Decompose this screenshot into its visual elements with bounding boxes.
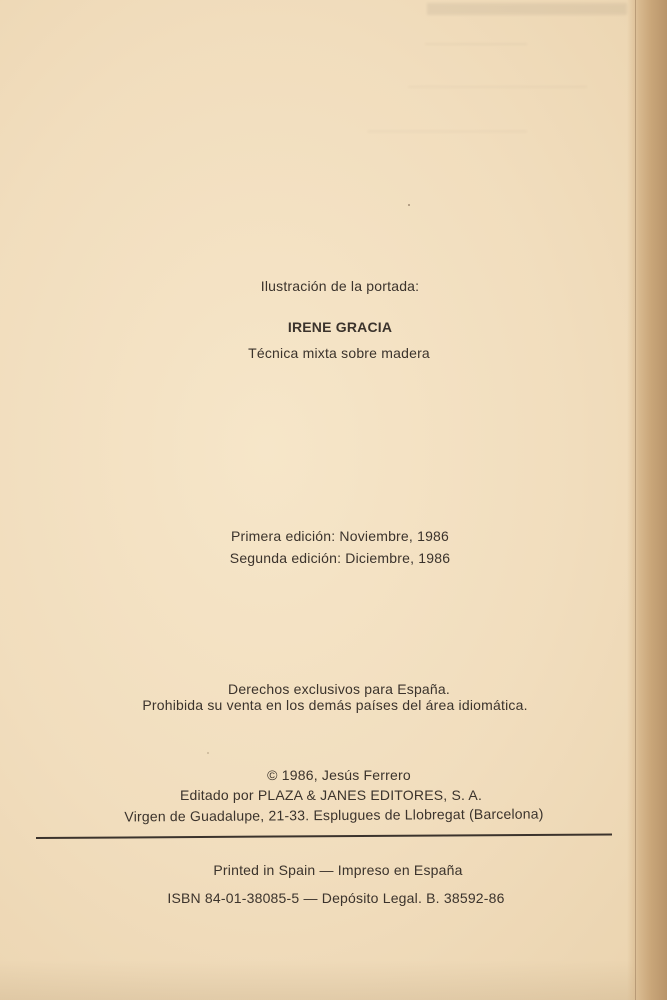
illustration-technique: Técnica mixta sobre madera xyxy=(248,345,430,361)
rights-line-2: Prohibida su venta en los demás países del área idiomática. xyxy=(142,697,528,713)
address-city: (Barcelona) xyxy=(468,805,544,823)
publisher-line: Editado por PLAZA & JANES EDITORES, S. A. xyxy=(179,787,483,803)
bleed-through-text: ▬▬▬▬▬ ───────── ────────────────── ─────────────── xyxy=(367,0,627,140)
first-edition: Primera edición: Noviembre, 1986 xyxy=(230,528,450,544)
address-line xyxy=(124,806,543,825)
page-stack-edge xyxy=(627,0,667,1000)
paper-speck xyxy=(408,204,410,206)
illustration-label: Ilustración de la portada: xyxy=(260,278,420,294)
illustration-artist: IRENE GRACIA xyxy=(287,319,393,335)
address-street: Virgen de Guadalupe, 21-33. Esplugues de Llobregat xyxy=(124,806,465,825)
rights-line-1: Derechos exclusivos para España. xyxy=(228,681,450,697)
printed-in-line: Printed in Spain — Impreso en España xyxy=(213,862,463,878)
second-edition: Segunda edición: Diciembre, 1986 xyxy=(229,550,451,566)
copyright-line: © 1986, Jesús Ferrero xyxy=(267,767,411,783)
paper-speck xyxy=(207,752,209,754)
divider-rule xyxy=(36,833,612,839)
bottom-shadow xyxy=(0,960,667,1000)
isbn-line: ISBN 84-01-38085-5 — Depósito Legal. B. 38592-86 xyxy=(167,890,505,906)
